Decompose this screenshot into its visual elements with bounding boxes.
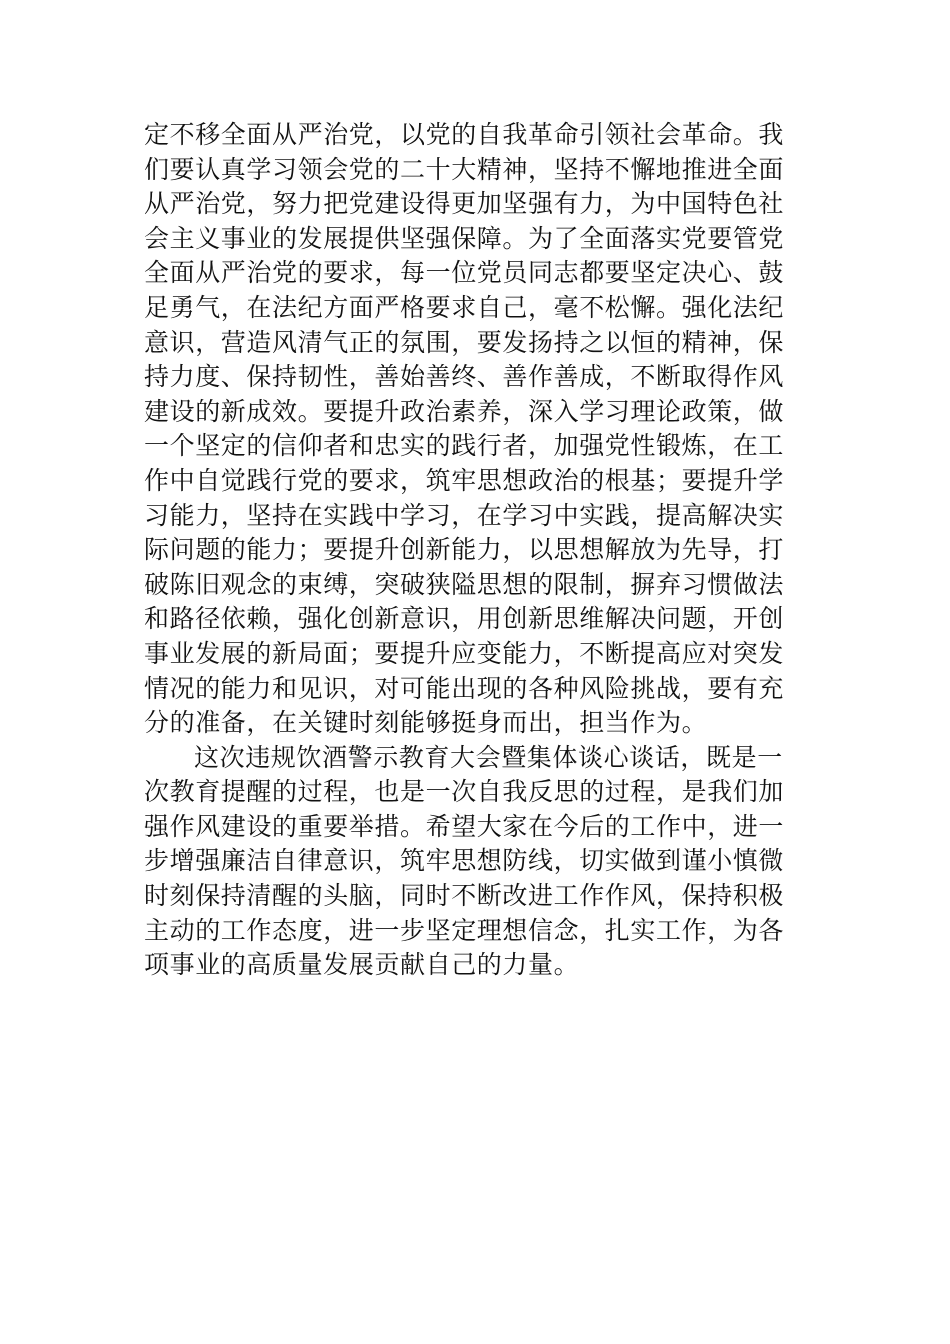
text-line: 全面从严治党的要求，每一位党员同志都要坚定决心、鼓 xyxy=(144,258,785,288)
document-body xyxy=(144,118,810,983)
text-line: 时刻保持清醒的头脑，同时不断改进工作作风，保持积极 xyxy=(144,881,785,911)
text-line: 和路径依赖，强化创新意识，用创新思维解决问题，开创 xyxy=(144,604,785,634)
text-line: 分的准备，在关键时刻能够挺身而出，担当作为。 xyxy=(144,708,708,738)
text-line: 足勇气，在法纪方面严格要求自己，毫不松懈。强化法纪 xyxy=(144,292,785,322)
text-line: 主动的工作态度，进一步坚定理想信念，扎实工作，为各 xyxy=(144,915,785,945)
text-line: 强作风建设的重要举措。希望大家在今后的工作中，进一 xyxy=(144,811,785,841)
text-line: 一个坚定的信仰者和忠实的践行者，加强党性锻炼，在工 xyxy=(144,431,785,461)
text-line: 这次违规饮酒警示教育大会暨集体谈心谈话，既是一 xyxy=(194,742,783,772)
text-line: 际问题的能力；要提升创新能力，以思想解放为先导，打 xyxy=(144,535,785,565)
text-line: 从严治党，努力把党建设得更加坚强有力，为中国特色社 xyxy=(144,189,785,219)
text-line: 作中自觉践行党的要求，筑牢思想政治的根基；要提升学 xyxy=(144,465,785,495)
text-line: 次教育提醒的过程，也是一次自我反思的过程，是我们加 xyxy=(144,777,785,807)
paragraph-2 xyxy=(144,741,810,983)
text-line: 步增强廉洁自律意识，筑牢思想防线，切实做到谨小慎微 xyxy=(144,846,785,876)
text-line: 意识，营造风清气正的氛围，要发扬持之以恒的精神，保 xyxy=(144,327,785,357)
text-line: 持力度、保持韧性，善始善终、善作善成，不断取得作风 xyxy=(144,362,785,392)
text-line: 们要认真学习领会党的二十大精神，坚持不懈地推进全面 xyxy=(144,154,785,184)
text-line: 破陈旧观念的束缚，突破狭隘思想的限制，摒弃习惯做法 xyxy=(144,569,785,599)
text-line: 情况的能力和见识，对可能出现的各种风险挑战，要有充 xyxy=(144,673,785,703)
text-line: 会主义事业的发展提供坚强保障。为了全面落实党要管党 xyxy=(144,223,785,253)
text-line: 事业发展的新局面；要提升应变能力，不断提高应对突发 xyxy=(144,638,785,668)
text-line: 项事业的高质量发展贡献自己的力量。 xyxy=(144,950,580,980)
text-line: 习能力，坚持在实践中学习，在学习中实践，提高解决实 xyxy=(144,500,785,530)
text-line: 定不移全面从严治党，以党的自我革命引领社会革命。我 xyxy=(144,120,785,149)
paragraph-1 xyxy=(144,118,810,741)
text-line: 建设的新成效。要提升政治素养，深入学习理论政策，做 xyxy=(144,396,785,426)
